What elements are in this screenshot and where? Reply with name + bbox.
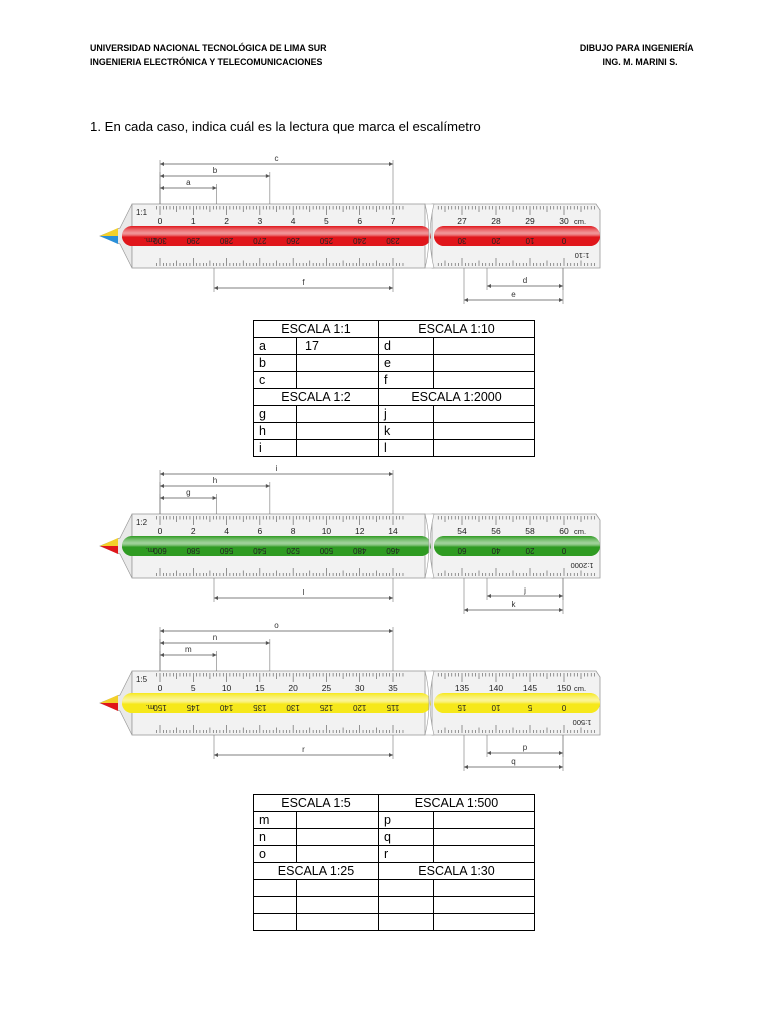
dim-top-mid-arrow [266, 174, 270, 178]
scale-number: 58 [525, 526, 535, 536]
scale-number: 140 [488, 683, 504, 693]
dim-bottom-right-long-arrow [464, 608, 468, 612]
scale-number: 250 [319, 236, 334, 245]
unit-label: m. [145, 546, 155, 555]
dim-bottom-left-arrow [214, 753, 218, 757]
scale-header: ESCALA 1:2000 [379, 389, 535, 406]
right-scale-label: 1:2000 [570, 561, 594, 570]
dim-top-short-arrow [213, 186, 217, 190]
answer-cell[interactable] [434, 355, 535, 372]
dim-top-long-label: i [275, 464, 278, 473]
scale-number: 140 [219, 703, 234, 712]
dim-top-mid-arrow [266, 641, 270, 645]
dim-top-long-label: o [274, 621, 279, 630]
scale-number: 540 [253, 546, 267, 555]
unit-label: cm. [573, 217, 587, 226]
unit-label: cm. [573, 527, 587, 536]
dim-top-mid-label: h [212, 476, 218, 485]
dim-top-short-arrow [160, 653, 164, 657]
scale-number: 135 [253, 703, 267, 712]
right-scale-label: 1:10 [574, 251, 590, 260]
table-row [254, 423, 535, 440]
dim-bottom-right-short-arrow [487, 594, 491, 598]
scale-number: 8 [290, 526, 296, 536]
scale-number: 60 [559, 526, 569, 536]
scale-number: 6 [257, 526, 263, 536]
scale-number: 30 [559, 216, 569, 226]
answer-cell[interactable] [297, 406, 379, 423]
dim-top-mid-label: b [212, 166, 218, 175]
dim-bottom-right-long-arrow [464, 298, 468, 302]
answer-cell[interactable] [434, 846, 535, 863]
dim-bottom-left-arrow [389, 286, 393, 290]
dim-bottom-right-long-arrow [464, 765, 468, 769]
dim-top-long-arrow [160, 162, 164, 166]
scale-number: 0 [157, 683, 163, 693]
scale-number: 600 [153, 546, 167, 555]
answer-cell[interactable] [297, 880, 379, 897]
scale-number: 10 [491, 703, 501, 712]
answer-cell[interactable] [297, 846, 379, 863]
answer-cell[interactable] [297, 423, 379, 440]
scale-number: 14 [388, 526, 398, 536]
dim-bottom-right-short-arrow [487, 751, 491, 755]
dim-top-long-arrow [389, 472, 393, 476]
scale-number: 460 [386, 546, 400, 555]
dim-top-short-arrow [160, 496, 164, 500]
dim-bottom-right-long-label: k [511, 600, 516, 609]
scale-number: 260 [286, 236, 300, 245]
scale-number: 28 [491, 216, 501, 226]
scale-number: 3 [257, 216, 263, 226]
scale-number: 580 [186, 546, 200, 555]
scale-number: 2 [224, 216, 229, 226]
label-cell: o [254, 846, 297, 863]
table-row [254, 355, 535, 372]
table-row [254, 846, 535, 863]
label-cell: k [379, 423, 434, 440]
scale-number: 300 [153, 236, 167, 245]
scale-number: 6 [357, 216, 363, 226]
answer-cell[interactable]: 17 [297, 338, 379, 355]
dim-top-long-arrow [160, 629, 164, 633]
label-cell: e [379, 355, 434, 372]
unit-label: m. [145, 703, 155, 712]
scale-number: 150 [153, 703, 167, 712]
answer-table-1 [253, 320, 535, 457]
scale-header: ESCALA 1:1 [254, 321, 379, 338]
dim-bottom-left-arrow [214, 286, 218, 290]
answer-cell[interactable] [434, 897, 535, 914]
tip-facet [100, 236, 118, 244]
label-cell: m [254, 812, 297, 829]
scale-number: 10 [525, 236, 535, 245]
dim-top-mid-label: n [212, 633, 218, 642]
course-name: DIBUJO PARA INGENIERÍA [580, 43, 694, 54]
dim-top-short-arrow [213, 653, 217, 657]
right-scale-label: 1:500 [572, 718, 592, 727]
table-row [254, 880, 535, 897]
scale-number: 12 [354, 526, 365, 536]
answer-cell[interactable] [297, 829, 379, 846]
scale-ruler-green [0, 460, 768, 620]
label-cell: c [254, 372, 297, 389]
table-row [254, 406, 535, 423]
dim-bottom-right-long-label: q [511, 757, 516, 766]
answer-cell[interactable] [434, 423, 535, 440]
answer-cell[interactable] [297, 812, 379, 829]
scale-header: ESCALA 1:25 [254, 863, 379, 880]
answer-cell[interactable] [434, 440, 535, 457]
scale-number: 0 [561, 546, 567, 555]
scale-number: 15 [255, 683, 265, 693]
color-band-shade [122, 536, 431, 556]
label-cell [254, 914, 297, 931]
dim-top-long-arrow [389, 162, 393, 166]
scale-label: 1:2 [136, 518, 148, 527]
dim-top-long-arrow [160, 472, 164, 476]
scale-number: 2 [190, 526, 196, 536]
dim-top-mid-arrow [160, 484, 164, 488]
scale-number: 5 [324, 216, 329, 226]
dim-bottom-left-label: l [302, 588, 305, 597]
scale-number: 35 [388, 683, 398, 693]
dim-top-short-label: m [184, 645, 192, 654]
scale-number: 240 [353, 236, 367, 245]
scale-number: 145 [186, 703, 200, 712]
label-cell: h [254, 423, 297, 440]
scale-number: 480 [353, 546, 367, 555]
dim-bottom-right-short-arrow [559, 594, 563, 598]
scale-header: ESCALA 1:30 [379, 863, 535, 880]
scale-number: 40 [491, 546, 501, 555]
answer-cell[interactable] [434, 914, 535, 931]
scale-number: 60 [457, 546, 467, 555]
scale-number: 0 [561, 703, 567, 712]
scale-label: 1:1 [136, 208, 148, 217]
dim-top-short-label: a [186, 178, 191, 187]
table-row [254, 914, 535, 931]
scale-number: 135 [454, 683, 470, 693]
professor-name: ING. M. MARINI S. [602, 57, 678, 68]
scale-number: 20 [491, 236, 501, 245]
table-row [254, 338, 535, 355]
scale-number: 230 [386, 236, 400, 245]
scale-number: 4 [224, 526, 229, 536]
scale-number: 120 [353, 703, 367, 712]
color-band-shade [122, 693, 431, 713]
table-row [254, 389, 535, 406]
label-cell: r [379, 846, 434, 863]
scale-number: 10 [321, 526, 332, 536]
scale-header: ESCALA 1:500 [379, 795, 535, 812]
scale-header: ESCALA 1:10 [379, 321, 535, 338]
question-text: 1. En cada caso, indica cuál es la lectura que marca el escalímetro [90, 119, 481, 134]
scale-number: 280 [219, 236, 234, 245]
table-row [254, 829, 535, 846]
dim-bottom-left-arrow [214, 596, 218, 600]
dim-bottom-right-short-label: d [522, 276, 528, 285]
label-cell: a [254, 338, 297, 355]
scale-number: 125 [319, 703, 334, 712]
label-cell: l [379, 440, 434, 457]
answer-table-2 [253, 794, 535, 931]
scale-number: 54 [457, 526, 467, 536]
answer-cell[interactable] [434, 812, 535, 829]
dim-bottom-left-label: r [302, 745, 305, 754]
dim-bottom-right-short-label: j [524, 586, 526, 595]
table-row [254, 812, 535, 829]
tip-facet [100, 228, 118, 236]
answer-cell[interactable] [434, 338, 535, 355]
dim-bottom-right-long-arrow [559, 765, 563, 769]
dim-top-mid-arrow [160, 641, 164, 645]
dim-bottom-left-label: f [302, 278, 305, 287]
table-row [254, 321, 535, 338]
answer-cell[interactable] [297, 372, 379, 389]
label-cell: d [379, 338, 434, 355]
scale-number: 5 [190, 683, 196, 693]
dim-top-mid-arrow [160, 174, 164, 178]
scale-number: 30 [457, 236, 467, 245]
label-cell [379, 914, 434, 931]
scale-header: ESCALA 1:2 [254, 389, 379, 406]
scale-number: 520 [286, 546, 300, 555]
answer-cell[interactable] [297, 914, 379, 931]
dim-top-short-label: g [186, 488, 191, 497]
scale-number: 30 [354, 683, 365, 693]
scale-number: 27 [457, 216, 467, 226]
scale-number: 0 [157, 216, 163, 226]
scale-number: 500 [319, 546, 334, 555]
scale-number: 56 [491, 526, 501, 536]
answer-cell[interactable] [297, 355, 379, 372]
scale-number: 0 [561, 236, 567, 245]
color-band-shade [122, 226, 431, 246]
dim-top-mid-arrow [266, 484, 270, 488]
dim-bottom-left-arrow [389, 753, 393, 757]
scale-number: 20 [288, 683, 298, 693]
scale-header: ESCALA 1:5 [254, 795, 379, 812]
dim-top-short-arrow [213, 496, 217, 500]
label-cell: i [254, 440, 297, 457]
label-cell: n [254, 829, 297, 846]
scale-number: 115 [386, 703, 400, 712]
scale-number: 4 [290, 216, 296, 226]
scale-ruler-yellow [0, 617, 768, 777]
label-cell [254, 897, 297, 914]
table-row [254, 795, 535, 812]
answer-cell[interactable] [434, 829, 535, 846]
scale-label: 1:5 [136, 675, 148, 684]
dim-top-long-label: c [274, 154, 279, 163]
scale-number: 20 [525, 546, 535, 555]
answer-cell[interactable] [297, 440, 379, 457]
scale-number: 10 [221, 683, 232, 693]
dim-bottom-right-short-arrow [487, 284, 491, 288]
scale-number: 290 [186, 236, 200, 245]
table-row [254, 897, 535, 914]
label-cell: f [379, 372, 434, 389]
scale-number: 130 [286, 703, 300, 712]
dim-bottom-right-short-arrow [559, 751, 563, 755]
scale-number: 270 [253, 236, 267, 245]
unit-label: cm. [573, 684, 587, 693]
dim-bottom-right-short-label: p [522, 743, 528, 752]
answer-cell[interactable] [434, 372, 535, 389]
answer-cell[interactable] [434, 880, 535, 897]
dim-bottom-left-arrow [389, 596, 393, 600]
scale-number: 145 [522, 683, 538, 693]
dim-top-short-arrow [160, 186, 164, 190]
table-row [254, 372, 535, 389]
label-cell [254, 880, 297, 897]
scale-number: 7 [390, 216, 396, 226]
scale-ruler-red [0, 150, 768, 310]
unit-label: cm. [143, 236, 157, 245]
label-cell [379, 880, 434, 897]
scale-number: 150 [556, 683, 572, 693]
label-cell: g [254, 406, 297, 423]
dim-bottom-right-long-arrow [559, 298, 563, 302]
answer-cell[interactable] [434, 406, 535, 423]
table-row [254, 863, 535, 880]
answer-cell[interactable] [297, 897, 379, 914]
scale-number: 1 [190, 216, 196, 226]
school-name: INGENIERIA ELECTRÓNICA Y TELECOMUNICACIONES [90, 57, 323, 68]
scale-number: 0 [157, 526, 163, 536]
scale-number: 560 [219, 546, 234, 555]
dim-bottom-right-long-label: e [511, 290, 516, 299]
label-cell: b [254, 355, 297, 372]
university-name: UNIVERSIDAD NACIONAL TECNOLÓGICA DE LIMA SUR [90, 43, 327, 54]
scale-number: 29 [525, 216, 535, 226]
scale-number: 25 [321, 683, 332, 693]
label-cell: q [379, 829, 434, 846]
label-cell: j [379, 406, 434, 423]
dim-bottom-right-long-arrow [559, 608, 563, 612]
scale-number: 15 [457, 703, 467, 712]
dim-top-long-arrow [389, 629, 393, 633]
dim-bottom-right-short-arrow [559, 284, 563, 288]
table-row [254, 440, 535, 457]
scale-number: 5 [527, 703, 533, 712]
label-cell: p [379, 812, 434, 829]
label-cell [379, 897, 434, 914]
